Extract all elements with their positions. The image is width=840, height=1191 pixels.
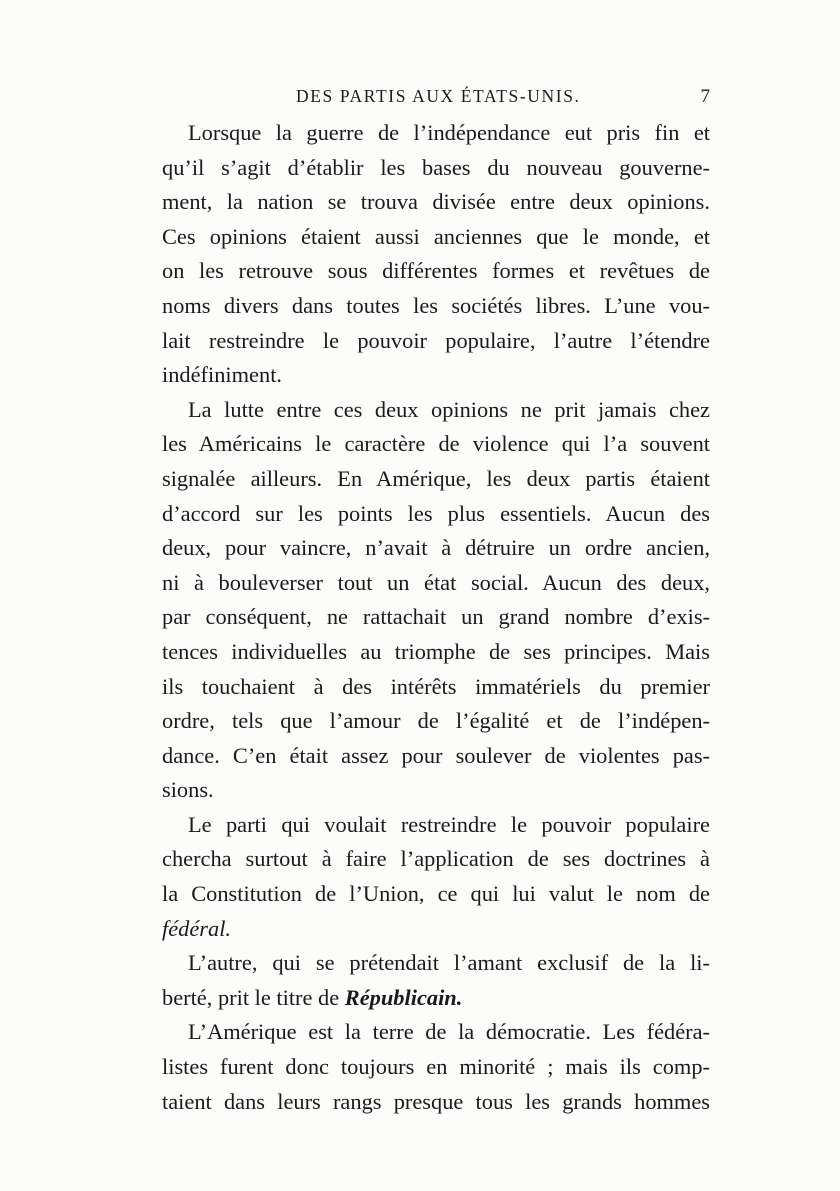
running-head: [162, 86, 710, 116]
paragraph-4: [162, 946, 710, 1015]
text-line: signalée ailleurs. En Amérique, les deux partis étaient: [162, 465, 710, 491]
text-line: deux, pour vaincre, n’avait à détruire un ordre ancien,: [162, 535, 710, 561]
text-line: d’accord sur les points les plus essentiels. Aucun des: [162, 500, 710, 526]
text-line: la Constitution de l’Union, ce qui lui valut le nom de: [162, 881, 710, 907]
text-line: noms divers dans toutes les sociétés libres. L’une vou-: [162, 292, 710, 318]
text-line: taient dans leurs rangs presque tous les grands hommes: [162, 1088, 710, 1114]
text-line: ni à bouleverser tout un état social. Aucun des deux,: [162, 569, 710, 595]
text-line: lait restreindre le pouvoir populaire, l’autre l’étendre: [162, 327, 710, 353]
text-line: Ces opinions étaient aussi anciennes que le monde, et: [162, 223, 710, 249]
text-line: ils touchaient à des intérêts immatériels du premier: [162, 673, 710, 699]
text-line: L’autre, qui se prétendait l’amant exclusif de la li-: [188, 950, 710, 976]
text-fragment: berté, prit le titre de: [162, 984, 345, 1010]
italic-term-federal: fédéral.: [162, 915, 232, 941]
paragraph-2: [162, 393, 710, 808]
italic-term-republicain: Républicain.: [344, 984, 463, 1010]
text-line: les Américains le caractère de violence qui l’a souvent: [162, 431, 710, 457]
text-line: [162, 912, 710, 947]
text-line: listes furent donc toujours en minorité ; mais ils comp-: [162, 1054, 710, 1080]
paragraph-3: [162, 808, 710, 946]
text-line: sions.: [162, 777, 214, 803]
text-line: [162, 981, 710, 1016]
text-line: Lorsque la guerre de l’indépendance eut pris fin et: [188, 120, 710, 145]
text-line: chercha surtout à faire l’application de ses doctrines à: [162, 846, 710, 872]
running-title: DES PARTIS AUX ÉTATS-UNIS.: [296, 86, 581, 106]
text-line: La lutte entre ces deux opinions ne prit jamais chez: [188, 396, 710, 422]
paragraph-1: [162, 116, 710, 393]
text-line: ordre, tels que l’amour de l’égalité et de l’indépen-: [162, 708, 710, 734]
body-text: [162, 116, 710, 1119]
paragraph-5: [162, 1015, 710, 1119]
text-line: indéfiniment.: [162, 362, 283, 388]
text-line: par conséquent, ne rattachait un grand nombre d’exis-: [162, 604, 710, 630]
text-line: Le parti qui voulait restreindre le pouvoir populaire: [188, 811, 710, 837]
text-line: tences individuelles au triomphe de ses principes. Mais: [162, 638, 710, 664]
text-line: dance. C’en était assez pour soulever de violentes pas-: [162, 742, 710, 768]
text-line: on les retrouve sous différentes formes et revêtues de: [162, 258, 710, 284]
text-line: L’Amérique est la terre de la démocratie. Les fédéra-: [188, 1019, 710, 1045]
text-line: ment, la nation se trouva divisée entre deux opinions.: [162, 189, 710, 215]
text-line: qu’il s’agit d’établir les bases du nouveau gouverne-: [162, 154, 710, 180]
page-number: 7: [700, 86, 710, 107]
